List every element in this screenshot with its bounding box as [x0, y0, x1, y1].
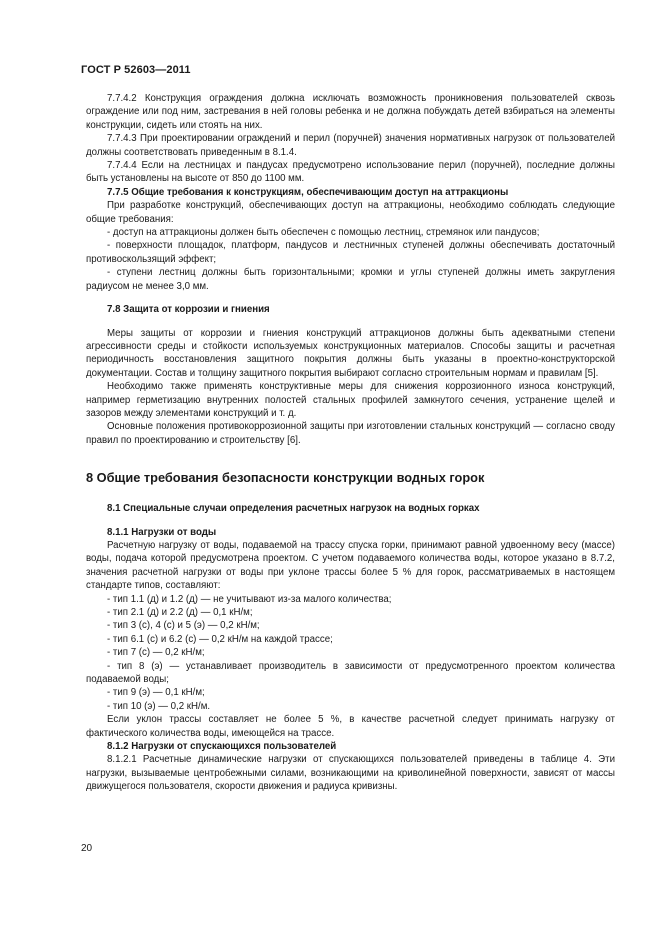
- page-number: 20: [81, 843, 93, 854]
- list-item: - тип 9 (э) — 0,1 кН/м;: [107, 687, 205, 699]
- list-item: - тип 10 (э) — 0,2 кН/м.: [107, 700, 211, 712]
- paragraph-7-8-1: Меры защиты от коррозии и гниения конструкций аттракционов должны быть адекватными степени агрессивности среды и стойкости используемых конструкционных материалов. Способы защиты и расчетная периодичность восстановления защитного покрытия должны быть указаны в проектно-конструкторской документации. Состав и толщину защитного покрытия выбирают согласно строительным нормам и правилам [5].: [86, 327, 615, 379]
- list-item: - доступ на аттракционы должен быть обеспечен с помощью лестниц, стремянок или пандусов;: [107, 227, 540, 239]
- list-item: - тип 1.1 (д) и 1.2 (д) — не учитывают из-за малого количества;: [107, 593, 392, 605]
- paragraph-7-8-2: Необходимо также применять конструктивные меры для снижения коррозионного износа конструкций, например герметизацию внутренних полостей стальных профилей замкнутого сечения, устранение щелей и зазоров между элементами конструкций и т. д.: [86, 381, 615, 419]
- list-item: - ступени лестниц должны быть горизонтальными; кромки и углы ступеней должны иметь закругления радиусом не менее 3,0 мм.: [86, 267, 615, 292]
- section-heading-7-7-5: 7.7.5 Общие требования к конструкциям, обеспечивающим доступ на аттракционы: [107, 186, 509, 198]
- section-heading-8-1: 8.1 Специальные случаи определения расчетных нагрузок на водных горках: [107, 503, 480, 515]
- paragraph-7-8-3: Основные положения противокоррозионной защиты при изготовлении стальных конструкций — согласно своду правил по проектированию и строительству [6].: [86, 421, 615, 446]
- list-item: - тип 3 (с), 4 (с) и 5 (э) — 0,2 кН/м;: [107, 620, 260, 632]
- section-heading-7-8: 7.8 Защита от коррозии и гниения: [107, 304, 270, 316]
- chapter-heading-8: 8 Общие требования безопасности конструкции водных горок: [86, 470, 485, 486]
- document-body: [86, 92, 615, 794]
- section-heading-8-1-2: 8.1.2 Нагрузки от спускающихся пользователей: [107, 741, 337, 753]
- paragraph-7-7-4-2: 7.7.4.2 Конструкция ограждения должна исключать возможность проникновения пользователей сквозь ограждение или под ним, застревания в ней головы ребенка и не должна побуждать детей взбираться на элементы конструкции, сидеть или стоять на них.: [86, 93, 615, 131]
- paragraph-8-1-1-1: Расчетную нагрузку от воды, подаваемой на трассу спуска горки, принимают равной удвоенному весу (массе) воды, подача которой предусмотрена проектом. С учетом подаваемого количества воды, которое указано в 8.7.2, значения расчетной нагрузки от воды при уклоне трассы более 5 % для горок, рассматриваемых в настоящем стандарте типов, составляют:: [86, 539, 615, 592]
- paragraph-8-1-1-2: Если уклон трассы составляет не более 5 %, в качестве расчетной следует принимать нагрузку от фактического количества воды, имеющейся на трассе.: [86, 714, 615, 739]
- paragraph-7-7-4-4: 7.7.4.4 Если на лестницах и пандусах предусмотрено использование перил (поручней), последние должны быть установлены на высоте от 850 до 1100 мм.: [86, 160, 615, 185]
- list-item: - тип 6.1 (с) и 6.2 (с) — 0,2 кН/м на каждой трассе;: [107, 633, 333, 645]
- paragraph-8-1-2-1: 8.1.2.1 Расчетные динамические нагрузки от спускающихся пользователей приведены в таблице 4. Эти нагрузки, вызываемые центробежными силами, возникающими на криволинейной поверхности, зависят от массы движущегося пользователя, скорости движения и радиуса кривизны.: [86, 754, 615, 793]
- list-item: - тип 7 (с) — 0,2 кН/м;: [107, 647, 205, 659]
- paragraph-7-7-4-3: 7.7.4.3 При проектировании ограждений и перил (поручней) значения нормативных нагрузок от пользователей должны соответствовать приведенным в 8.1.4.: [86, 133, 615, 158]
- paragraph-7-7-5-intro: При разработке конструкций, обеспечивающих доступ на аттракционы, необходимо соблюдать следующие общие требования:: [86, 200, 615, 225]
- list-item: - тип 2.1 (д) и 2.2 (д) — 0,1 кН/м;: [107, 607, 253, 618]
- list-item: - тип 8 (э) — устанавливает производитель в зависимости от предусмотренного проектом количества подаваемой воды;: [86, 660, 615, 686]
- section-heading-8-1-1: 8.1.1 Нагрузки от воды: [107, 526, 217, 538]
- list-item: - поверхности площадок, платформ, пандусов и лестничных ступеней должны обеспечивать достаточный противоскользящий эффект;: [86, 240, 615, 265]
- document-header: ГОСТ Р 52603—2011: [81, 64, 191, 76]
